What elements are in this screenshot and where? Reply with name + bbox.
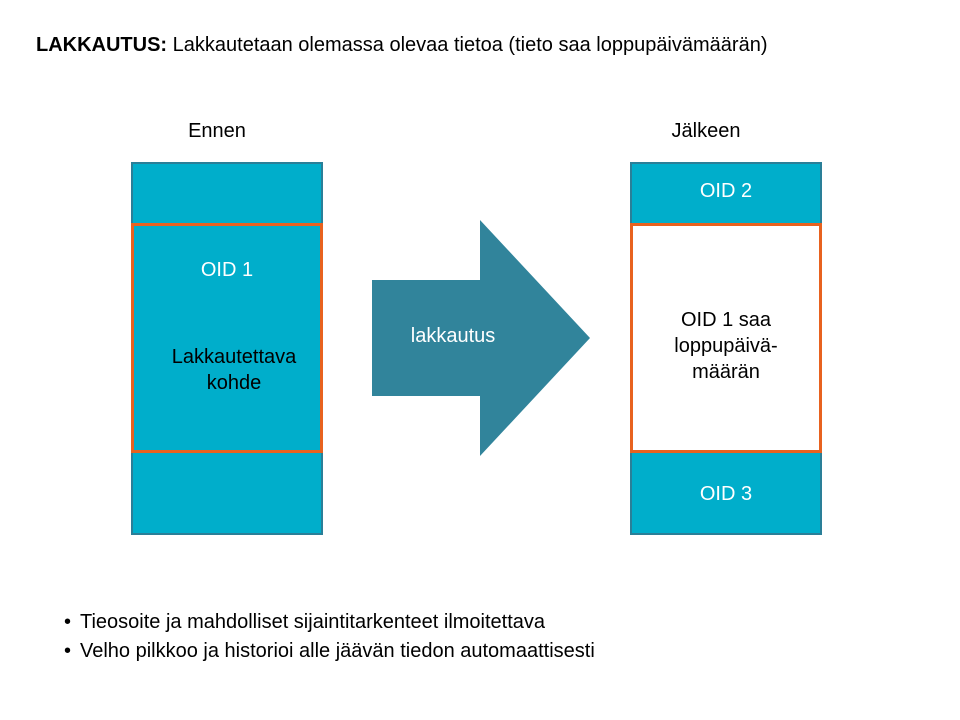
before-target-line1: Lakkautettava xyxy=(171,346,297,368)
before-target-line2: kohde xyxy=(206,372,262,394)
bullet-text: Tieosoite ja mahdolliset sijaintitarkenteet ilmoitettava xyxy=(80,611,546,633)
bullet-list xyxy=(64,608,595,666)
before-target-label xyxy=(146,344,322,396)
after-middle-label xyxy=(630,307,822,385)
after-middle-line3: määrän xyxy=(692,361,760,383)
bullet-item xyxy=(64,608,595,637)
after-bottom-label: OID 3 xyxy=(699,483,753,505)
arrow-label: lakkautus xyxy=(410,325,496,347)
bullet-text: Velho pilkkoo ja historioi alle jäävän tiedon automaattisesti xyxy=(80,640,595,662)
bullet-dot: • xyxy=(64,611,72,633)
after-heading: Jälkeen xyxy=(671,120,741,142)
after-middle-line1: OID 1 saa xyxy=(680,309,772,331)
after-top-label: OID 2 xyxy=(699,180,753,202)
after-middle-line2: loppupäivä- xyxy=(674,335,778,357)
slide-title xyxy=(36,34,767,57)
title-label: LAKKAUTUS: xyxy=(36,34,168,56)
title-text: Lakkautetaan olemassa olevaa tietoa (tieto saa loppupäivämäärän) xyxy=(167,34,768,56)
bullet-dot: • xyxy=(64,640,72,662)
before-heading: Ennen xyxy=(188,120,246,142)
bullet-item xyxy=(64,637,595,666)
before-oid-label: OID 1 xyxy=(200,259,254,281)
